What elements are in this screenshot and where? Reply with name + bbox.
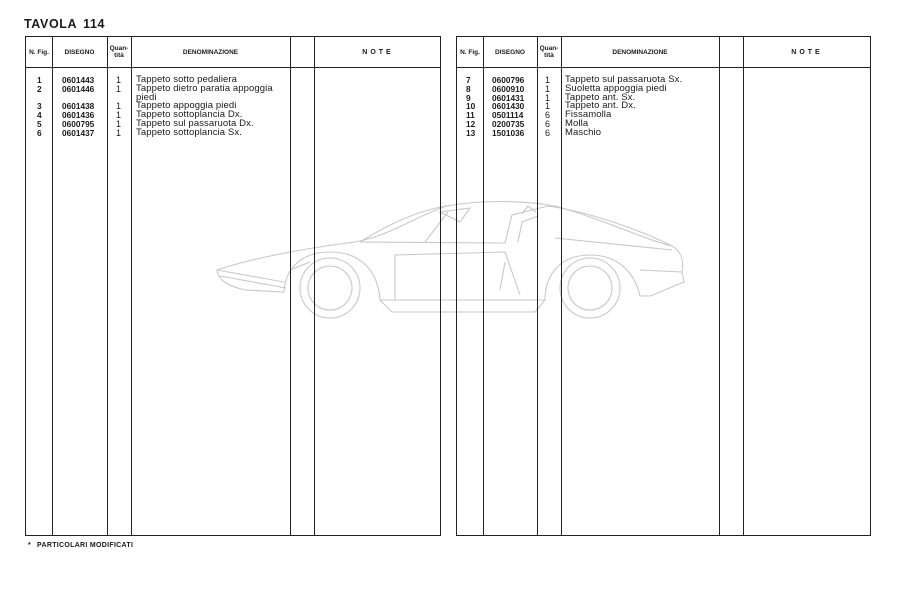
header-denominazione: DENOMINAZIONE: [612, 48, 668, 56]
part-number: 0601446: [62, 83, 95, 94]
part-description: Maschio: [565, 126, 602, 138]
fig-number: 6: [37, 127, 42, 138]
fig-number: 11: [466, 110, 475, 121]
star-icon: *: [28, 542, 32, 549]
part-description: Tappeto ant. Dx.: [565, 100, 636, 112]
part-description: Tappeto sul passaruota Dx.: [136, 118, 254, 129]
fig-number: 3: [37, 101, 42, 112]
part-number: 0600795: [62, 119, 95, 129]
tavola-number: 114: [83, 17, 106, 31]
part-description: Molla: [565, 118, 589, 129]
quantity: 1: [116, 127, 122, 138]
part-number: 0601438: [62, 101, 95, 112]
part-number: 0501114: [492, 110, 524, 121]
fig-number: 4: [37, 110, 42, 121]
quantity: 1: [545, 75, 551, 85]
part-number: 0601430: [492, 101, 525, 112]
left-parts-table: [25, 36, 441, 536]
part-description: Tappeto sul passaruota Sx.: [565, 74, 683, 85]
header-disegno: DISEGNO: [495, 48, 525, 56]
header-denominazione: DENOMINAZIONE: [182, 48, 239, 56]
fig-number: 10: [466, 101, 476, 112]
fig-number: 7: [466, 75, 471, 85]
footer-text: PARTICOLARI MODIFICATI: [37, 542, 134, 549]
part-description: Suoletta appoggia piedi: [565, 82, 667, 94]
tavola-label: TAVOLA: [24, 17, 78, 31]
fig-number: 12: [466, 119, 476, 129]
part-number: 0601431: [492, 92, 525, 103]
part-description: Tappeto sottoplancia Dx.: [136, 109, 243, 121]
header-quantita: Quan- tità: [539, 45, 559, 59]
page-title: [24, 17, 105, 31]
part-description: piedi: [136, 91, 157, 103]
fig-number: 9: [466, 92, 471, 103]
part-description: Tappeto dietro paratia appoggia: [136, 82, 273, 94]
header-quantita: Quan- tità: [109, 45, 129, 59]
header-n-fig: N. Fig.: [29, 48, 49, 56]
quantity: 1: [545, 83, 551, 94]
part-description: Tappeto sotto pedaliera: [136, 74, 238, 85]
quantity: 6: [545, 119, 551, 129]
header-disegno: DISEGNO: [64, 48, 95, 56]
quantity: 6: [545, 127, 551, 138]
part-number: 0600796: [492, 75, 525, 85]
part-number: 0200735: [492, 119, 525, 129]
fig-number: 1: [37, 75, 42, 85]
quantity: 1: [116, 101, 122, 112]
quantity: 1: [545, 101, 551, 112]
part-description: Tappeto sottoplancia Sx.: [136, 126, 242, 138]
part-description: Tappeto appoggia piedi: [136, 100, 237, 112]
quantity: 6: [545, 110, 551, 121]
part-number: 0600910: [492, 83, 525, 94]
fig-number: 13: [466, 127, 476, 138]
part-number: 0601436: [62, 110, 95, 121]
fig-number: 5: [37, 119, 42, 129]
quantity: 1: [116, 75, 122, 85]
header-note: NOTE: [362, 48, 394, 56]
right-parts-table: [456, 36, 871, 536]
header-n-fig: N. Fig.: [460, 48, 480, 56]
quantity: 1: [116, 110, 122, 121]
quantity: 1: [545, 92, 551, 103]
part-number: 0601443: [62, 75, 95, 85]
part-description: Fissamolla: [565, 109, 612, 121]
fig-number: 8: [466, 83, 471, 94]
part-description: Tappeto ant. Sx.: [565, 91, 636, 103]
fig-number: 2: [37, 83, 42, 94]
part-number: 1501036: [492, 127, 525, 138]
header-note: NOTE: [791, 48, 823, 56]
quantity: 1: [116, 83, 122, 94]
part-number: 0601437: [62, 127, 95, 138]
quantity: 1: [116, 119, 122, 129]
footer-note: [28, 542, 133, 549]
